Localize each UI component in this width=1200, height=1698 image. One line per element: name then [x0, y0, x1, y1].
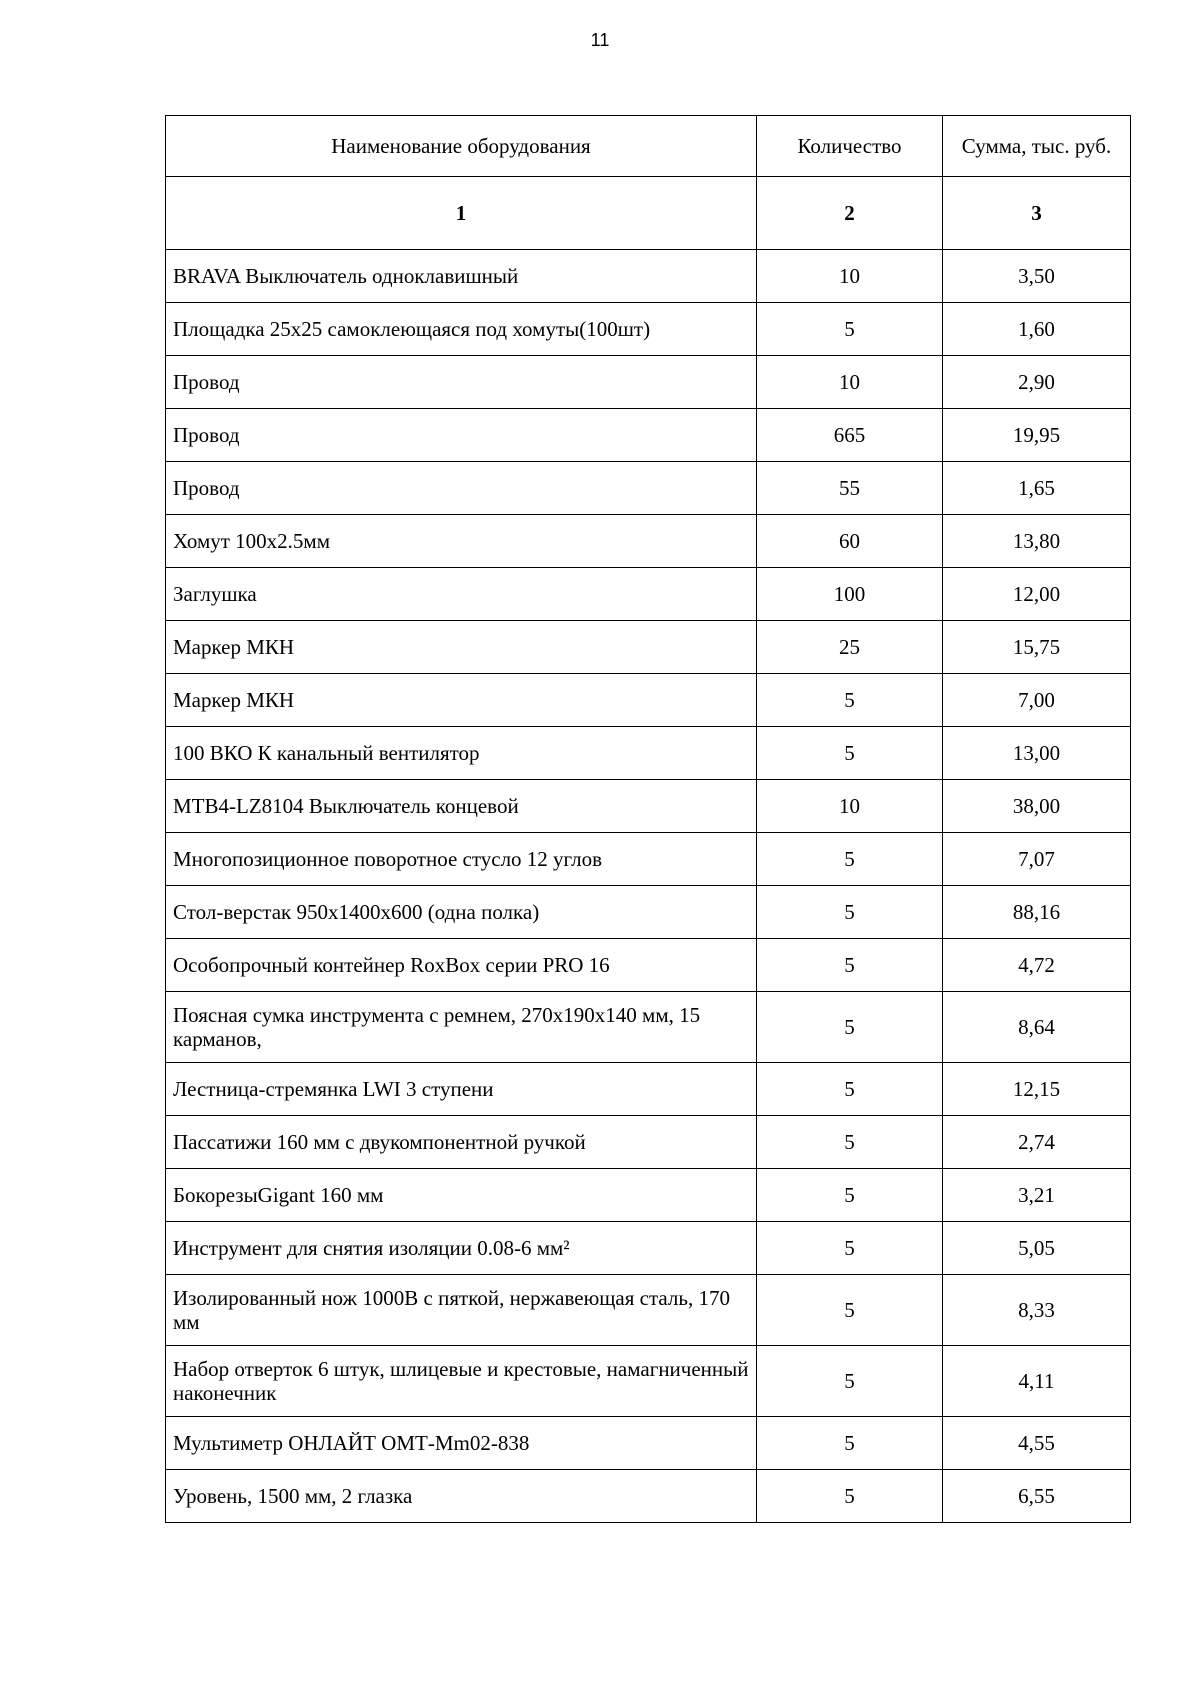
table-row: [166, 356, 1131, 409]
cell-sum: 19,95: [943, 409, 1131, 462]
cell-sum: 12,00: [943, 568, 1131, 621]
cell-quantity: 25: [757, 621, 943, 674]
cell-sum: 12,15: [943, 1063, 1131, 1116]
table-row: [166, 1063, 1131, 1116]
cell-quantity: 5: [757, 1169, 943, 1222]
cell-name: Уровень, 1500 мм, 2 глазка: [166, 1470, 757, 1523]
table-row: [166, 1116, 1131, 1169]
cell-quantity: 5: [757, 1275, 943, 1346]
equipment-table: [165, 115, 1131, 1523]
table-row: [166, 409, 1131, 462]
cell-quantity: 5: [757, 303, 943, 356]
table-row: [166, 1275, 1131, 1346]
cell-name: Изолированный нож 1000В с пяткой, нержавеющая сталь, 170 мм: [166, 1275, 757, 1346]
cell-name: BRAVA Выключатель одноклавишный: [166, 250, 757, 303]
table-row: [166, 621, 1131, 674]
header-sum: Сумма, тыс. руб.: [943, 116, 1131, 177]
table-row: [166, 939, 1131, 992]
cell-quantity: 55: [757, 462, 943, 515]
table-row: [166, 303, 1131, 356]
cell-quantity: 5: [757, 992, 943, 1063]
cell-name: Маркер МКН: [166, 621, 757, 674]
cell-name: Площадка 25х25 самоклеющаяся под хомуты(100шт): [166, 303, 757, 356]
table-row: [166, 568, 1131, 621]
cell-name: Многопозиционное поворотное стусло 12 углов: [166, 833, 757, 886]
cell-quantity: 5: [757, 1063, 943, 1116]
cell-quantity: 10: [757, 250, 943, 303]
cell-quantity: 5: [757, 1222, 943, 1275]
page-number: 11: [590, 30, 610, 50]
cell-name: Пассатижи 160 мм с двукомпонентной ручкой: [166, 1116, 757, 1169]
cell-quantity: 5: [757, 1470, 943, 1523]
table-row: [166, 515, 1131, 568]
cell-quantity: 10: [757, 780, 943, 833]
cell-sum: 2,74: [943, 1116, 1131, 1169]
table-row: [166, 1470, 1131, 1523]
cell-quantity: 5: [757, 833, 943, 886]
cell-quantity: 5: [757, 1417, 943, 1470]
table-row: [166, 1346, 1131, 1417]
cell-name: Поясная сумка инструмента с ремнем, 270х190х140 мм, 15 карманов,: [166, 992, 757, 1063]
cell-quantity: 5: [757, 939, 943, 992]
cell-quantity: 5: [757, 674, 943, 727]
cell-sum: 7,00: [943, 674, 1131, 727]
cell-quantity: 5: [757, 727, 943, 780]
cell-name: Маркер МКН: [166, 674, 757, 727]
cell-sum: 4,72: [943, 939, 1131, 992]
cell-quantity: 5: [757, 886, 943, 939]
cell-sum: 4,11: [943, 1346, 1131, 1417]
table-row: [166, 833, 1131, 886]
cell-name: Инструмент для снятия изоляции 0.08-6 мм²: [166, 1222, 757, 1275]
header-quantity: Количество: [757, 116, 943, 177]
cell-sum: 1,60: [943, 303, 1131, 356]
cell-name: Особопрочный контейнер RoxBox серии PRO 16: [166, 939, 757, 992]
cell-sum: 15,75: [943, 621, 1131, 674]
table-body: [166, 116, 1131, 1523]
cell-name: Хомут 100х2.5мм: [166, 515, 757, 568]
column-number-row: [166, 177, 1131, 250]
cell-name: Провод: [166, 356, 757, 409]
table-row: [166, 462, 1131, 515]
column-number-3: 3: [943, 177, 1131, 250]
table-row: [166, 1169, 1131, 1222]
table-row: [166, 992, 1131, 1063]
cell-name: БокорезыGigant 160 мм: [166, 1169, 757, 1222]
cell-sum: 38,00: [943, 780, 1131, 833]
cell-sum: 4,55: [943, 1417, 1131, 1470]
cell-sum: 8,33: [943, 1275, 1131, 1346]
cell-sum: 13,80: [943, 515, 1131, 568]
cell-name: Набор отверток 6 штук, шлицевые и крестовые, намагниченный наконечник: [166, 1346, 757, 1417]
column-number-1: 1: [166, 177, 757, 250]
header-row: [166, 116, 1131, 177]
cell-quantity: 10: [757, 356, 943, 409]
cell-name: Стол-верстак 950х1400х600 (одна полка): [166, 886, 757, 939]
cell-quantity: 100: [757, 568, 943, 621]
table-row: [166, 250, 1131, 303]
cell-sum: 7,07: [943, 833, 1131, 886]
cell-sum: 13,00: [943, 727, 1131, 780]
header-name: Наименование оборудования: [166, 116, 757, 177]
cell-sum: 8,64: [943, 992, 1131, 1063]
cell-quantity: 5: [757, 1116, 943, 1169]
cell-name: Провод: [166, 462, 757, 515]
cell-name: Провод: [166, 409, 757, 462]
cell-sum: 5,05: [943, 1222, 1131, 1275]
table-row: [166, 1222, 1131, 1275]
cell-sum: 88,16: [943, 886, 1131, 939]
table-row: [166, 780, 1131, 833]
cell-quantity: 5: [757, 1346, 943, 1417]
cell-sum: 6,55: [943, 1470, 1131, 1523]
table-row: [166, 1417, 1131, 1470]
cell-name: Заглушка: [166, 568, 757, 621]
table-row: [166, 727, 1131, 780]
column-number-2: 2: [757, 177, 943, 250]
cell-name: 100 ВКО К канальный вентилятор: [166, 727, 757, 780]
cell-sum: 1,65: [943, 462, 1131, 515]
cell-quantity: 60: [757, 515, 943, 568]
table-row: [166, 886, 1131, 939]
cell-sum: 3,21: [943, 1169, 1131, 1222]
cell-sum: 3,50: [943, 250, 1131, 303]
cell-name: Лестница-стремянка LWI 3 ступени: [166, 1063, 757, 1116]
cell-name: MTB4-LZ8104 Выключатель концевой: [166, 780, 757, 833]
cell-sum: 2,90: [943, 356, 1131, 409]
table-row: [166, 674, 1131, 727]
cell-quantity: 665: [757, 409, 943, 462]
cell-name: Мультиметр ОНЛАЙТ ОМТ-Мm02-838: [166, 1417, 757, 1470]
